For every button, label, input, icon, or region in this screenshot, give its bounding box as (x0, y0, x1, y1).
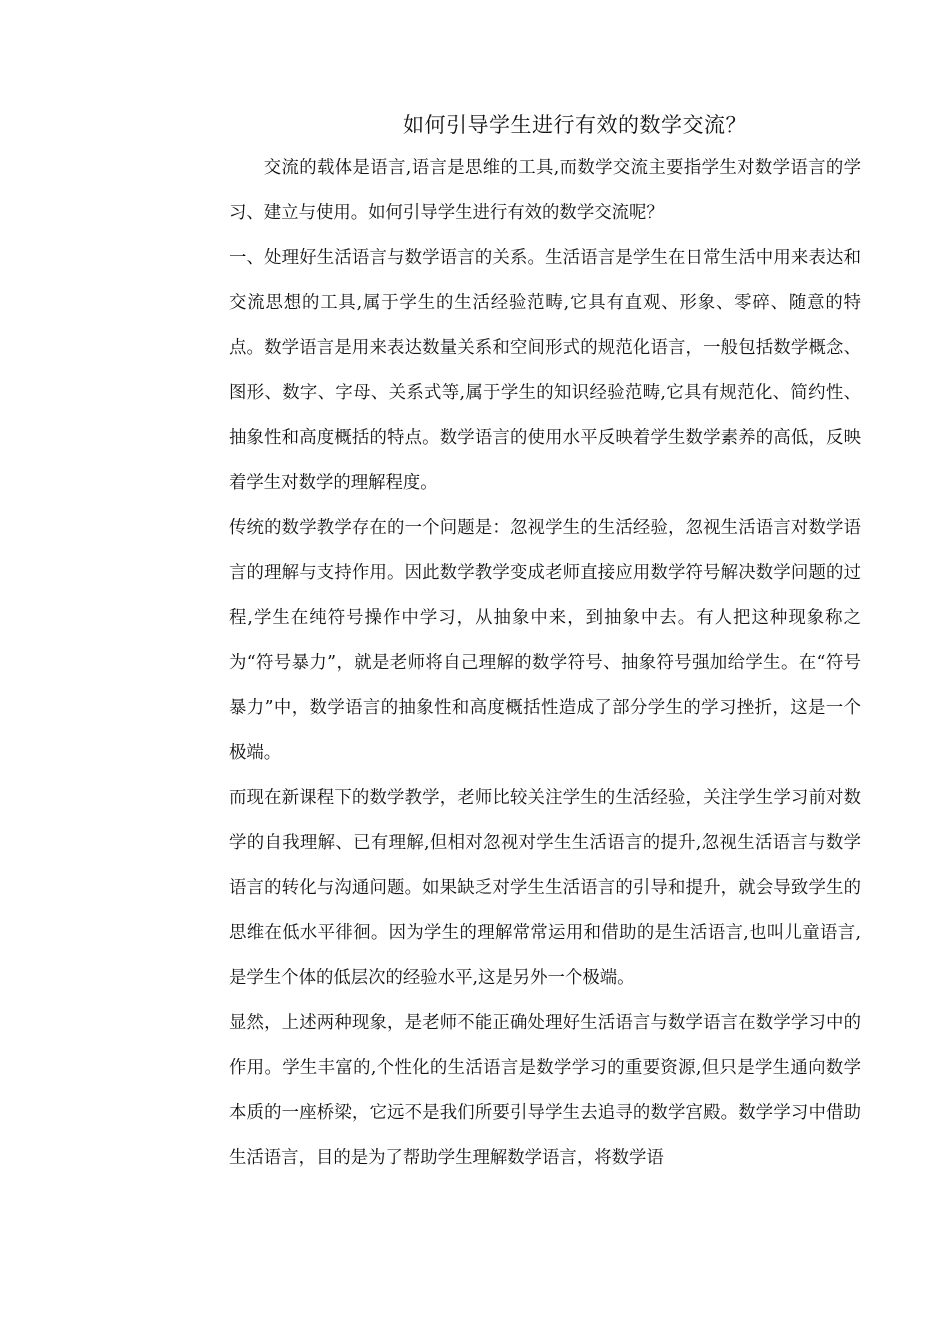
paragraph-conclusion: 显然，上述两种现象，是老师不能正确处理好生活语言与数学语言在数学学习中的作用。学生丰富的,个性化的生活语言是数学学习的重要资源,但只是学生通向数学本质的一座桥梁，它远不是我们所要引导学生去追寻的数学宫殿。数学学习中借助生活语言，目的是为了帮助学生理解数学语言，将数学语 (229, 1013, 861, 1168)
paragraph-section-one: 一、处理好生活语言与数学语言的关系。生活语言是学生在日常生活中用来表达和交流思想的工具,属于学生的生活经验范畴,它具有直观、形象、零碎、随意的特点。数学语言是用来表达数量关系和空间形式的规范化语言，一般包括数学概念、图形、数字、字母、关系式等,属于学生的知识经验范畴,它具有规范化、简约性、抽象性和高度概括的特点。数学语言的使用水平反映着学生数学素养的高低，反映着学生对数学的理解程度。 (229, 248, 861, 493)
paragraph-new-curriculum: 而现在新课程下的数学教学，老师比较关注学生的生活经验，关注学生学习前对数学的自我理解、已有理解,但相对忽视对学生生活语言的提升,忽视生活语言与数学语言的转化与沟通问题。如果缺乏对学生生活语言的引导和提升，就会导致学生的思维在低水平徘徊。因为学生的理解常常运用和借助的是生活语言,也叫儿童语言,是学生个体的低层次的经验水平,这是另外一个极端。 (229, 788, 861, 988)
paragraph-traditional-teaching: 传统的数学教学存在的一个问题是：忽视学生的生活经验，忽视生活语言对数学语言的理解与支持作用。因此数学教学变成老师直接应用数学符号解决数学问题的过程,学生在纯符号操作中学习，从抽象中来，到抽象中去。有人把这种现象称之为“符号暴力”，就是老师将自己理解的数学符号、抽象符号强加给学生。在“符号暴力”中，数学语言的抽象性和高度概括性造成了部分学生的学习挫折，这是一个极端。 (229, 518, 861, 763)
document-page (229, 108, 861, 1181)
document-title: 如何引导学生进行有效的数学交流？ (403, 113, 747, 137)
paragraph-intro: 交流的载体是语言,语言是思维的工具,而数学交流主要指学生对数学语言的学习、建立与使用。如何引导学生进行有效的数学交流呢？ (229, 158, 861, 223)
